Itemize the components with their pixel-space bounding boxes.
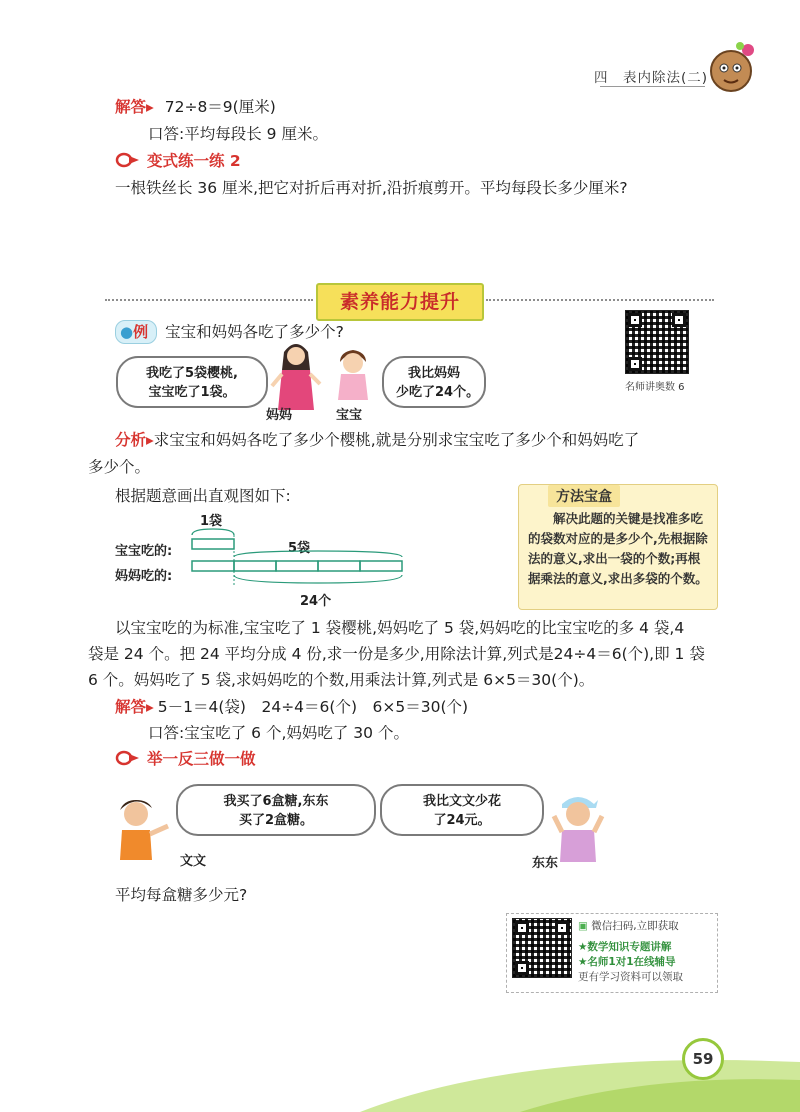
promo-line4: 更有学习资料可以领取 <box>578 971 683 983</box>
bubble-dongdong-line1: 我比文文少花 <box>422 794 501 809</box>
answer-reply: 口答:平均每段长 9 厘米。 <box>148 125 328 143</box>
analysis-arrow: ▸ <box>146 431 154 449</box>
segment-mom-bag <box>276 561 318 571</box>
example-tag <box>115 320 157 344</box>
answer2-row <box>115 696 468 718</box>
bubble-mom-line1: 我吃了5袋樱桃, <box>146 366 238 381</box>
practice-heading <box>115 748 256 770</box>
answer-row-1 <box>115 96 276 118</box>
qr-eye <box>672 313 686 327</box>
page-number: 59 <box>682 1038 724 1080</box>
bubble-wenwen-line2: 买了2盒糖。 <box>238 813 314 828</box>
label-mom: 妈妈 <box>266 408 293 423</box>
qr-eye <box>515 961 529 975</box>
example-tag-dot: ● <box>120 323 134 341</box>
answer-expression: 72÷8＝9(厘米) <box>164 98 276 116</box>
analysis-line2: 多少个。 <box>88 458 151 476</box>
segment-mom-bag <box>234 561 276 571</box>
qr-eye <box>628 357 642 371</box>
baby-figure-icon <box>332 346 374 402</box>
variant-heading <box>115 150 241 172</box>
speech-bubble-wenwen <box>176 784 376 836</box>
answer-arrow: ▸ <box>146 98 154 116</box>
speech-bubble-mom <box>116 356 268 408</box>
example-question: 宝宝和妈妈各吃了多少个? <box>165 323 344 341</box>
divider-right <box>486 299 714 301</box>
variant-title: 变式练一练 2 <box>147 152 241 170</box>
analysis-row-1 <box>115 429 639 451</box>
mom-figure-icon <box>270 340 322 412</box>
brace-5bags <box>234 551 402 557</box>
promo-line1 <box>578 918 683 933</box>
diagram-label-24: 24个 <box>300 594 332 609</box>
diagram-row-mom: 妈妈吃的: <box>115 569 173 584</box>
promo-line3: ★名师1对1在线辅导 <box>578 956 676 968</box>
pointer-hook-icon <box>115 749 141 767</box>
chapter-header: 四 表内除法(二) <box>593 70 708 86</box>
wechat-icon: ▣ <box>578 920 588 932</box>
answer2-label: 解答 <box>115 698 147 716</box>
header-rule <box>600 86 705 87</box>
method-box-title: 方法宝盒 <box>548 485 620 507</box>
wenwen-figure-icon <box>112 796 174 862</box>
divider-left <box>105 299 313 301</box>
analysis-line3: 根据题意画出直观图如下: <box>115 487 291 505</box>
answer2-reply: 口答:宝宝吃了 6 个,妈妈吃了 30 个。 <box>148 724 409 742</box>
label-dongdong: 东东 <box>532 856 559 871</box>
practice-title: 举一反三做一做 <box>147 750 256 768</box>
bubble-wenwen-line1: 我买了6盒糖,东东 <box>223 794 329 809</box>
qr-caption: 名师讲奥数 6 <box>625 382 685 393</box>
explain-line3: 6 个。妈妈吃了 5 袋,求妈妈吃的个数,用乘法计算,列式是 6×5＝30(个)。 <box>88 671 595 689</box>
brace-24 <box>234 575 402 583</box>
promo-line1-text: 微信扫码,立即获取 <box>591 920 679 932</box>
section-banner: 素养能力提升 <box>316 283 484 321</box>
answer2-expression: 5－1＝4(袋) 24÷4＝6(个) 6×5＝30(个) <box>157 698 469 716</box>
promo-text-block <box>578 918 683 984</box>
bubble-baby-line1: 我比妈妈 <box>407 366 460 381</box>
qr-code-example[interactable] <box>625 310 689 374</box>
diagram-label-1bag: 1袋 <box>200 514 223 529</box>
answer2-arrow: ▸ <box>146 698 154 716</box>
segment-diagram <box>188 525 408 593</box>
qr-code-promo[interactable] <box>512 918 572 978</box>
bubble-baby-line2: 少吃了24个。 <box>396 385 480 400</box>
qr-eye <box>628 313 642 327</box>
explain-line2: 袋是 24 个。把 24 平均分成 4 份,求一份是多少,用除法计算,列式是24÷4＝6(个),即 1 袋 <box>88 645 705 663</box>
pointer-hook-icon <box>115 151 141 169</box>
segment-mom-bag <box>360 561 402 571</box>
bubble-mom-line2: 宝宝吃了1袋。 <box>148 385 236 400</box>
mascot-icon <box>702 38 760 96</box>
variant-text: 一根铁丝长 36 厘米,把它对折后再对折,沿折痕剪开。平均每段长多少厘米? <box>115 179 628 197</box>
segment-mom-bag <box>192 561 234 571</box>
segment-baby-bag <box>192 539 234 549</box>
speech-bubble-baby <box>382 356 486 408</box>
method-box-text: 解决此题的关键是找准多吃的袋数对应的是多少个,先根据除法的意义,求出一袋的个数;再根据乘法的意义,求出多袋的个数。 <box>528 511 708 586</box>
label-wenwen: 文文 <box>180 854 207 869</box>
brace-1bag <box>192 529 234 535</box>
practice-question: 平均每盒糖多少元? <box>115 886 248 904</box>
answer-label: 解答 <box>115 98 147 116</box>
qr-eye <box>555 921 569 935</box>
segment-mom-bag <box>318 561 360 571</box>
promo-line2: ★数学知识专题讲解 <box>578 941 672 953</box>
example-tag-label: 例 <box>133 323 149 341</box>
bubble-dongdong-line2: 了24元。 <box>433 813 491 828</box>
label-baby: 宝宝 <box>336 408 363 423</box>
diagram-label-5bags: 5袋 <box>288 541 311 556</box>
footer-wave <box>0 1040 800 1112</box>
analysis-label: 分析 <box>115 431 147 449</box>
analysis-line1: 求宝宝和妈妈各吃了多少个樱桃,就是分别求宝宝吃了多少个和妈妈吃了 <box>153 431 640 449</box>
qr-eye <box>515 921 529 935</box>
diagram-row-baby: 宝宝吃的: <box>115 544 173 559</box>
speech-bubble-dongdong <box>380 784 544 836</box>
explain-line1: 以宝宝吃的为标准,宝宝吃了 1 袋樱桃,妈妈吃了 5 袋,妈妈吃的比宝宝吃的多 4 袋,4 <box>115 619 685 637</box>
